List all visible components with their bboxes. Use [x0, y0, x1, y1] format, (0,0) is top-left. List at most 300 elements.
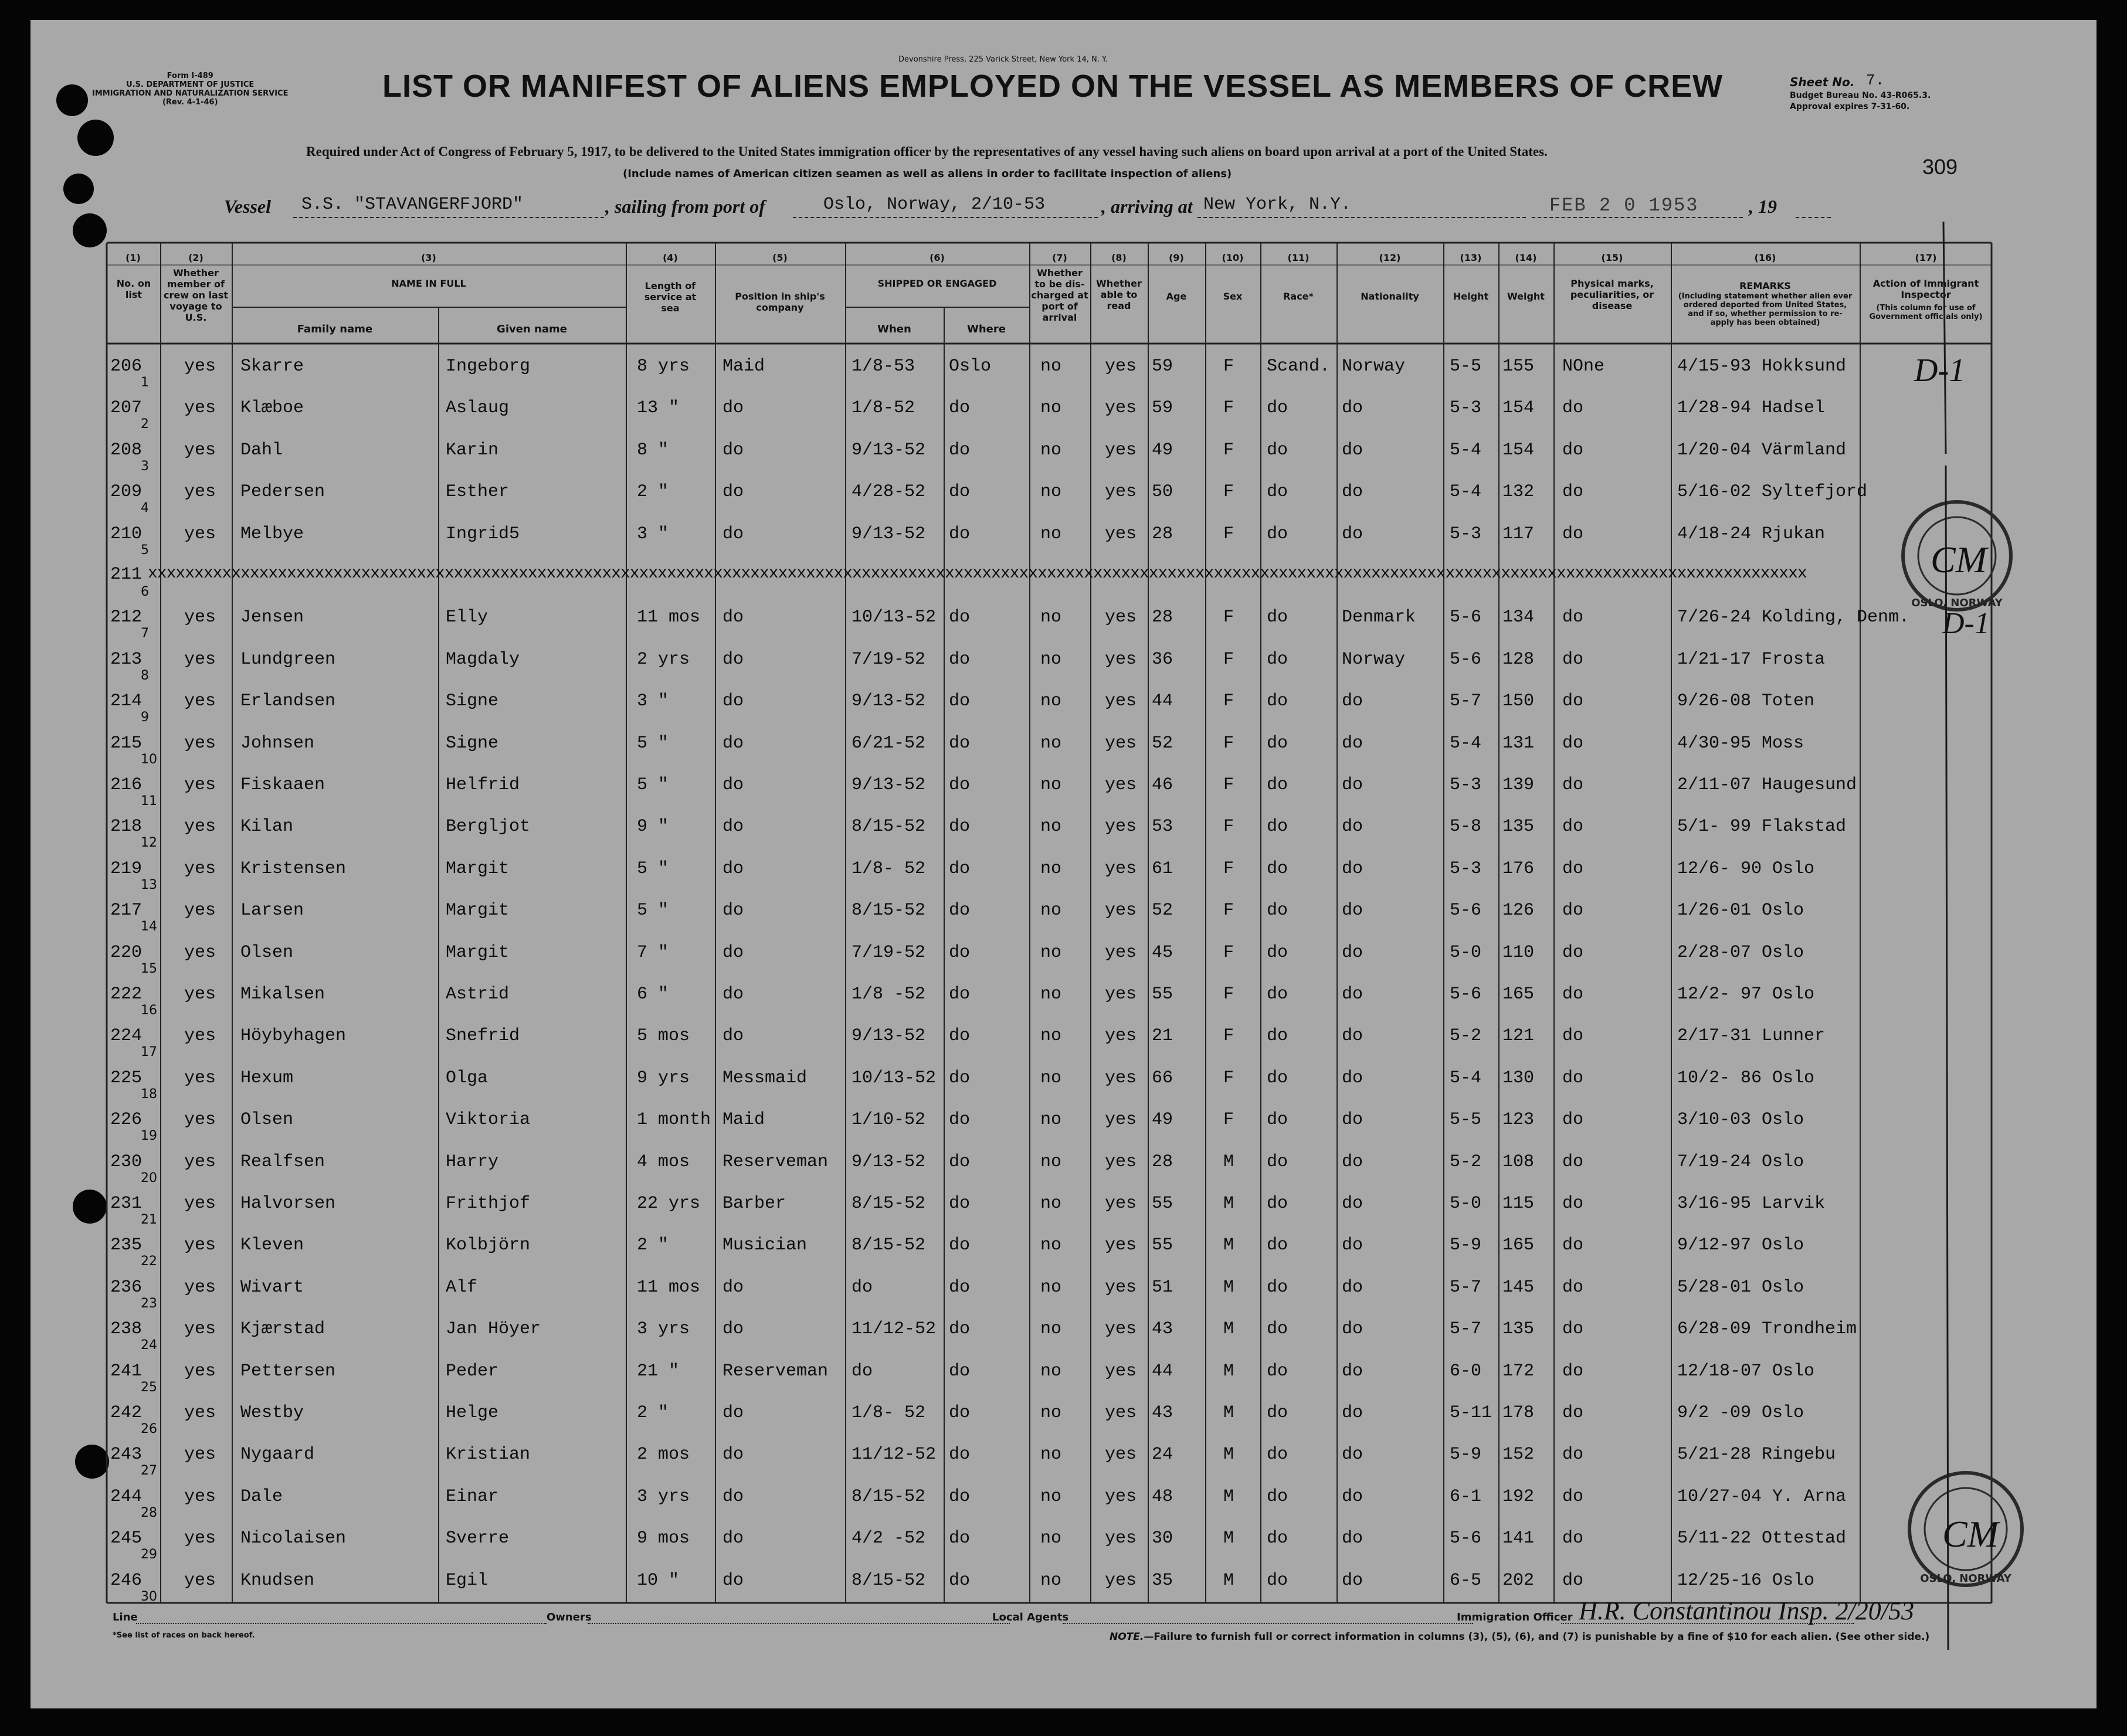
inspector-mark: D-1 — [1914, 352, 1966, 389]
able-to-read: yes — [1105, 356, 1137, 376]
col-num: (4) — [663, 252, 678, 263]
shipped-where: do — [949, 482, 971, 502]
col-num: (2) — [188, 252, 203, 263]
length-of-service: 9 mos — [637, 1528, 690, 1549]
footer-owners-label: Owners — [547, 1611, 592, 1623]
weight: 139 — [1502, 775, 1535, 795]
age: 49 — [1152, 440, 1173, 460]
physical-marks: do — [1562, 1235, 1584, 1256]
able-to-read: yes — [1105, 817, 1137, 837]
discharged: no — [1040, 1026, 1062, 1047]
sex: F — [1223, 356, 1234, 376]
race: do — [1267, 1361, 1288, 1381]
remarks: 2/28-07 Oslo — [1677, 942, 1804, 963]
race: do — [1267, 1445, 1288, 1465]
shipped-where: do — [949, 733, 971, 753]
race: do — [1267, 1110, 1288, 1130]
physical-marks: do — [1562, 482, 1584, 502]
weight: 152 — [1502, 1445, 1535, 1465]
col-header-where: Where — [967, 323, 1006, 335]
family-name: Kilan — [240, 817, 294, 837]
nationality: do — [1342, 1194, 1363, 1214]
crew-last-voyage: yes — [184, 984, 216, 1004]
shipped-where: do — [949, 984, 971, 1004]
nationality: do — [1342, 1528, 1363, 1549]
height: 5-4 — [1450, 1068, 1482, 1088]
col-header-no-on-list: No. on list — [116, 278, 151, 300]
shipped-where: do — [949, 1235, 971, 1256]
length-of-service: 10 " — [637, 1570, 680, 1591]
remarks: 9/26-08 Toten — [1677, 691, 1815, 712]
crew-last-voyage: yes — [184, 607, 216, 628]
footer-line-label: Line — [113, 1611, 138, 1623]
col-num: (17) — [1915, 252, 1937, 263]
weight: 172 — [1502, 1361, 1535, 1381]
race: do — [1267, 817, 1288, 837]
crew-last-voyage: yes — [184, 1361, 216, 1381]
age: 53 — [1152, 817, 1173, 837]
given-name: Margit — [446, 858, 510, 879]
height: 5-4 — [1450, 440, 1482, 460]
given-name: Viktoria — [446, 1110, 531, 1130]
sex: F — [1223, 691, 1234, 712]
line-number: 25 — [141, 1380, 157, 1395]
discharged: no — [1040, 817, 1062, 837]
sex: F — [1223, 440, 1234, 460]
race: do — [1267, 1570, 1288, 1591]
nationality: Denmark — [1342, 607, 1416, 628]
height: 5-8 — [1450, 817, 1482, 837]
nationality: do — [1342, 1277, 1363, 1297]
length-of-service: 5 " — [637, 901, 669, 921]
discharged: no — [1040, 440, 1062, 460]
form-revision: (Rev. 4-1-46) — [162, 98, 218, 107]
sex: F — [1223, 1068, 1234, 1088]
list-number: 230 — [110, 1151, 143, 1172]
col-num: (5) — [772, 252, 788, 263]
struck-row: xxxxxxxxxxxxxxxxxxxxxxxxxxxxxxxxxxxxxxxxxxxxxxxxxxxxxxxxxxxxxxxxxxxxxxxxxxxxxxxxxxxxxxxxxxxxxxxxxxxxxxxxxxxxxxxxxxxxxxxxxxxxxxxxxxxxxxxxxxxxxxxxxxxxxxxxxxxxxxxxxxxxxxxxxxxxxxxxxxx — [148, 565, 1807, 583]
sex: F — [1223, 398, 1234, 419]
crew-last-voyage: yes — [184, 775, 216, 795]
physical-marks: do — [1562, 1486, 1584, 1507]
shipped-where: do — [949, 1361, 971, 1381]
height: 5-2 — [1450, 1026, 1482, 1047]
crew-last-voyage: yes — [184, 1486, 216, 1507]
race: do — [1267, 901, 1288, 921]
family-name: Westby — [240, 1403, 304, 1423]
crew-last-voyage: yes — [184, 649, 216, 670]
sheet-number-label: Sheet No. — [1790, 75, 1855, 89]
col-header-discharged: Whether to be dis-charged at port of arrival — [1031, 267, 1088, 323]
race: do — [1267, 1194, 1288, 1214]
physical-marks: do — [1562, 733, 1584, 753]
length-of-service: 21 " — [637, 1361, 680, 1381]
shipped-when: 9/13-52 — [852, 691, 926, 712]
age: 43 — [1152, 1403, 1173, 1423]
given-name: Helge — [446, 1403, 499, 1423]
physical-marks: do — [1562, 942, 1584, 963]
sex: F — [1223, 649, 1234, 670]
physical-marks: do — [1562, 524, 1584, 544]
length-of-service: 13 " — [637, 398, 680, 419]
physical-marks: do — [1562, 984, 1584, 1004]
nationality: do — [1342, 1319, 1363, 1340]
list-number: 245 — [110, 1528, 143, 1549]
physical-marks: do — [1562, 649, 1584, 670]
age: 35 — [1152, 1570, 1173, 1591]
weight: 115 — [1502, 1194, 1535, 1214]
col-num: (14) — [1515, 252, 1537, 263]
nationality: do — [1342, 817, 1363, 837]
physical-marks: do — [1562, 1194, 1584, 1214]
remarks: 2/17-31 Lunner — [1677, 1026, 1826, 1047]
weight: 121 — [1502, 1026, 1535, 1047]
shipped-when: 6/21-52 — [852, 733, 926, 753]
shipped-where: do — [949, 1110, 971, 1130]
weight: 110 — [1502, 942, 1535, 963]
position: do — [722, 1570, 744, 1591]
line-number: 9 — [141, 710, 149, 725]
shipped-when: 1/8 -52 — [852, 984, 926, 1004]
line-number: 18 — [141, 1086, 157, 1102]
given-name: Egil — [446, 1570, 489, 1591]
vessel-label: Vessel — [224, 196, 271, 217]
shipped-when: 1/10-52 — [852, 1110, 926, 1130]
nationality: do — [1342, 524, 1363, 544]
shipped-when: 8/15-52 — [852, 1194, 926, 1214]
shipped-when: 7/19-52 — [852, 942, 926, 963]
crew-last-voyage: yes — [184, 1151, 216, 1172]
list-number: 209 — [110, 482, 143, 502]
line-number: 20 — [141, 1170, 157, 1185]
remarks: 5/21-28 Ringebu — [1677, 1445, 1836, 1465]
age: 28 — [1152, 1151, 1173, 1172]
list-number: 236 — [110, 1277, 143, 1297]
weight: 126 — [1502, 901, 1535, 921]
position: Maid — [722, 356, 765, 376]
sex: M — [1223, 1528, 1234, 1549]
given-name: Bergljot — [446, 817, 531, 837]
remarks: 5/11-22 Ottestad — [1677, 1528, 1847, 1549]
line-number: 4 — [141, 501, 149, 516]
remarks: 5/1- 99 Flakstad — [1677, 817, 1847, 837]
remarks: 5/28-01 Oslo — [1677, 1277, 1804, 1297]
sailing-port: Oslo, Norway, 2/10-53 — [823, 195, 1046, 215]
discharged: no — [1040, 1361, 1062, 1381]
nationality: do — [1342, 1361, 1363, 1381]
weight: 202 — [1502, 1570, 1535, 1591]
discharged: no — [1040, 649, 1062, 670]
list-number: 211 — [110, 565, 143, 585]
able-to-read: yes — [1105, 858, 1137, 879]
crew-last-voyage: yes — [184, 1445, 216, 1465]
discharged: no — [1040, 942, 1062, 963]
physical-marks: do — [1562, 1110, 1584, 1130]
age: 59 — [1152, 356, 1173, 376]
stamp-text: OSLO, NORWAY — [1920, 1572, 2011, 1585]
physical-marks: do — [1562, 440, 1584, 460]
position: Reserveman — [722, 1151, 829, 1172]
height: 5-9 — [1450, 1235, 1482, 1256]
length-of-service: 8 yrs — [637, 356, 690, 376]
weight: 131 — [1502, 733, 1535, 753]
remarks: 12/6- 90 Oslo — [1677, 858, 1815, 879]
sex: F — [1223, 607, 1234, 628]
able-to-read: yes — [1105, 733, 1137, 753]
sex: M — [1223, 1486, 1234, 1507]
include-statement: (Include names of American citizen seamen as well as aliens in order to facilitate inspection of aliens) — [623, 168, 1232, 180]
given-name: Signe — [446, 691, 499, 712]
weight: 192 — [1502, 1486, 1535, 1507]
remarks: 3/16-95 Larvik — [1677, 1194, 1826, 1214]
position: do — [722, 524, 744, 544]
family-name: Kjærstad — [240, 1319, 325, 1340]
length-of-service: 11 mos — [637, 1277, 701, 1297]
height: 6-0 — [1450, 1361, 1482, 1381]
able-to-read: yes — [1105, 398, 1137, 419]
list-number: 207 — [110, 398, 143, 419]
height: 5-6 — [1450, 1528, 1482, 1549]
sex: F — [1223, 1110, 1234, 1130]
remarks: 10/2- 86 Oslo — [1677, 1068, 1815, 1088]
discharged: no — [1040, 733, 1062, 753]
weight: 117 — [1502, 524, 1535, 544]
sex: F — [1223, 524, 1234, 544]
height: 5-0 — [1450, 942, 1482, 963]
shipped-where: do — [949, 1194, 971, 1214]
col-header-race: Race* — [1283, 291, 1314, 302]
shipped-where: do — [949, 1026, 971, 1047]
page-number: 309 — [1922, 155, 1958, 179]
shipped-where: do — [949, 607, 971, 628]
nationality: do — [1342, 1486, 1363, 1507]
col-num: (11) — [1287, 252, 1310, 263]
list-number: 231 — [110, 1194, 143, 1214]
race: do — [1267, 858, 1288, 879]
remarks: 10/27-04 Y. Arna — [1677, 1486, 1847, 1507]
race: do — [1267, 1486, 1288, 1507]
crew-last-voyage: yes — [184, 398, 216, 419]
nationality: do — [1342, 691, 1363, 712]
age: 24 — [1152, 1445, 1173, 1465]
col-num: (16) — [1754, 252, 1776, 263]
line-number: 22 — [141, 1254, 157, 1269]
family-name: Hexum — [240, 1068, 294, 1088]
family-name: Olsen — [240, 942, 294, 963]
height: 5-0 — [1450, 1194, 1482, 1214]
age: 51 — [1152, 1277, 1173, 1297]
nationality: Norway — [1342, 649, 1406, 670]
sex: M — [1223, 1403, 1234, 1423]
weight: 135 — [1502, 817, 1535, 837]
length-of-service: 9 yrs — [637, 1068, 690, 1088]
discharged: no — [1040, 858, 1062, 879]
shipped-when: 8/15-52 — [852, 817, 926, 837]
discharged: no — [1040, 1570, 1062, 1591]
weight: 123 — [1502, 1110, 1535, 1130]
height: 5-4 — [1450, 733, 1482, 753]
nationality: do — [1342, 440, 1363, 460]
position: do — [722, 901, 744, 921]
physical-marks: do — [1562, 1277, 1584, 1297]
race: do — [1267, 775, 1288, 795]
list-number: 208 — [110, 440, 143, 460]
able-to-read: yes — [1105, 440, 1137, 460]
crew-last-voyage: yes — [184, 1235, 216, 1256]
discharged: no — [1040, 607, 1062, 628]
shipped-when: 11/12-52 — [852, 1445, 937, 1465]
able-to-read: yes — [1105, 1277, 1137, 1297]
length-of-service: 5 " — [637, 733, 669, 753]
arriving-port: New York, N.Y. — [1203, 195, 1352, 215]
discharged: no — [1040, 1068, 1062, 1088]
crew-last-voyage: yes — [184, 1110, 216, 1130]
discharged: no — [1040, 356, 1062, 376]
col-header-age: Age — [1166, 291, 1187, 302]
remarks: 6/28-09 Trondheim — [1677, 1319, 1857, 1340]
able-to-read: yes — [1105, 1528, 1137, 1549]
height: 5-6 — [1450, 984, 1482, 1004]
height: 5-5 — [1450, 1110, 1482, 1130]
col-num: (3) — [421, 252, 436, 263]
shipped-when: 4/28-52 — [852, 482, 926, 502]
age: 55 — [1152, 1235, 1173, 1256]
weight: 176 — [1502, 858, 1535, 879]
col-header-remarks: REMARKS — [1739, 280, 1791, 291]
nationality: do — [1342, 1445, 1363, 1465]
weight: 165 — [1502, 1235, 1535, 1256]
weight: 141 — [1502, 1528, 1535, 1549]
col-num: (9) — [1169, 252, 1184, 263]
height: 5-2 — [1450, 1151, 1482, 1172]
given-name: Harry — [446, 1151, 499, 1172]
physical-marks: do — [1562, 1361, 1584, 1381]
given-name: Aslaug — [446, 398, 510, 419]
list-number: 222 — [110, 984, 143, 1004]
remarks: 1/28-94 Hadsel — [1677, 398, 1826, 419]
able-to-read: yes — [1105, 482, 1137, 502]
given-name: Kolbjörn — [446, 1235, 531, 1256]
crew-last-voyage: yes — [184, 1068, 216, 1088]
shipped-when: 8/15-52 — [852, 901, 926, 921]
age: 61 — [1152, 858, 1173, 879]
sex: M — [1223, 1319, 1234, 1340]
nationality: do — [1342, 901, 1363, 921]
line-number: 24 — [141, 1338, 157, 1353]
race: do — [1267, 691, 1288, 712]
footer-note — [1110, 1631, 1929, 1643]
crew-last-voyage: yes — [184, 817, 216, 837]
line-number: 2 — [141, 417, 149, 432]
line-number: 19 — [141, 1129, 157, 1144]
discharged: no — [1040, 984, 1062, 1004]
list-number: 242 — [110, 1403, 143, 1423]
family-name: Nygaard — [240, 1445, 315, 1465]
remarks: 5/16-02 Syltefjord — [1677, 482, 1868, 502]
shipped-when: 7/19-52 — [852, 649, 926, 670]
line-number: 8 — [141, 668, 149, 683]
stamp-text: OSLO, NORWAY — [1911, 597, 2003, 609]
line-number: 1 — [141, 375, 149, 390]
crew-last-voyage: yes — [184, 1194, 216, 1214]
height: 5-5 — [1450, 356, 1482, 376]
shipped-where: Oslo — [949, 356, 992, 376]
age: 48 — [1152, 1486, 1173, 1507]
crew-last-voyage: yes — [184, 691, 216, 712]
physical-marks: do — [1562, 1026, 1584, 1047]
able-to-read: yes — [1105, 775, 1137, 795]
height: 5-6 — [1450, 901, 1482, 921]
race: do — [1267, 398, 1288, 419]
weight: 132 — [1502, 482, 1535, 502]
shipped-when: 1/8- 52 — [852, 858, 926, 879]
nationality: do — [1342, 733, 1363, 753]
family-name: Wivart — [240, 1277, 304, 1297]
nationality: do — [1342, 1570, 1363, 1591]
discharged: no — [1040, 901, 1062, 921]
able-to-read: yes — [1105, 1235, 1137, 1256]
shipped-where: do — [949, 1068, 971, 1088]
discharged: no — [1040, 1277, 1062, 1297]
col-header-shipped-engaged: SHIPPED OR ENGAGED — [877, 278, 997, 289]
nationality: do — [1342, 1235, 1363, 1256]
line-number: 6 — [141, 585, 149, 599]
age: 28 — [1152, 607, 1173, 628]
length-of-service: 5 " — [637, 775, 669, 795]
list-number: 215 — [110, 733, 143, 753]
manifest-sheet — [30, 20, 2097, 1708]
weight: 155 — [1502, 356, 1535, 376]
given-name: Magdaly — [446, 649, 520, 670]
height: 6-5 — [1450, 1570, 1482, 1591]
height: 5-3 — [1450, 524, 1482, 544]
line-number: 30 — [141, 1589, 157, 1604]
position: do — [722, 607, 744, 628]
officer-signature: H.R. Constantinou Insp. 2/20/53 — [1579, 1596, 1915, 1625]
nationality: do — [1342, 1068, 1363, 1088]
vessel-name: S.S. "STAVANGERFJORD" — [301, 195, 524, 215]
line-number: 28 — [141, 1505, 157, 1520]
shipped-where: do — [949, 1528, 971, 1549]
given-name: Margit — [446, 942, 510, 963]
nationality: do — [1342, 1403, 1363, 1423]
given-name: Helfrid — [446, 775, 520, 795]
physical-marks: do — [1562, 1528, 1584, 1549]
shipped-when: do — [852, 1361, 873, 1381]
sex: F — [1223, 775, 1234, 795]
shipped-where: do — [949, 1319, 971, 1340]
remarks: 12/18-07 Oslo — [1677, 1361, 1815, 1381]
age: 52 — [1152, 901, 1173, 921]
family-name: Kleven — [240, 1235, 304, 1256]
given-name: Karin — [446, 440, 499, 460]
given-name: Signe — [446, 733, 499, 753]
position: do — [722, 482, 744, 502]
nationality: do — [1342, 984, 1363, 1004]
crew-last-voyage: yes — [184, 482, 216, 502]
length-of-service: 3 " — [637, 691, 669, 712]
physical-marks: do — [1562, 1403, 1584, 1423]
age: 36 — [1152, 649, 1173, 670]
inspector-initials: CM — [1942, 1513, 1999, 1555]
col-header-inspector-sub: (This column for use of Government officials only) — [1869, 304, 1983, 321]
discharged: no — [1040, 1319, 1062, 1340]
position: do — [722, 398, 744, 419]
position: do — [722, 1445, 744, 1465]
length-of-service: 7 " — [637, 942, 669, 963]
shipped-when: do — [852, 1277, 873, 1297]
age: 28 — [1152, 524, 1173, 544]
